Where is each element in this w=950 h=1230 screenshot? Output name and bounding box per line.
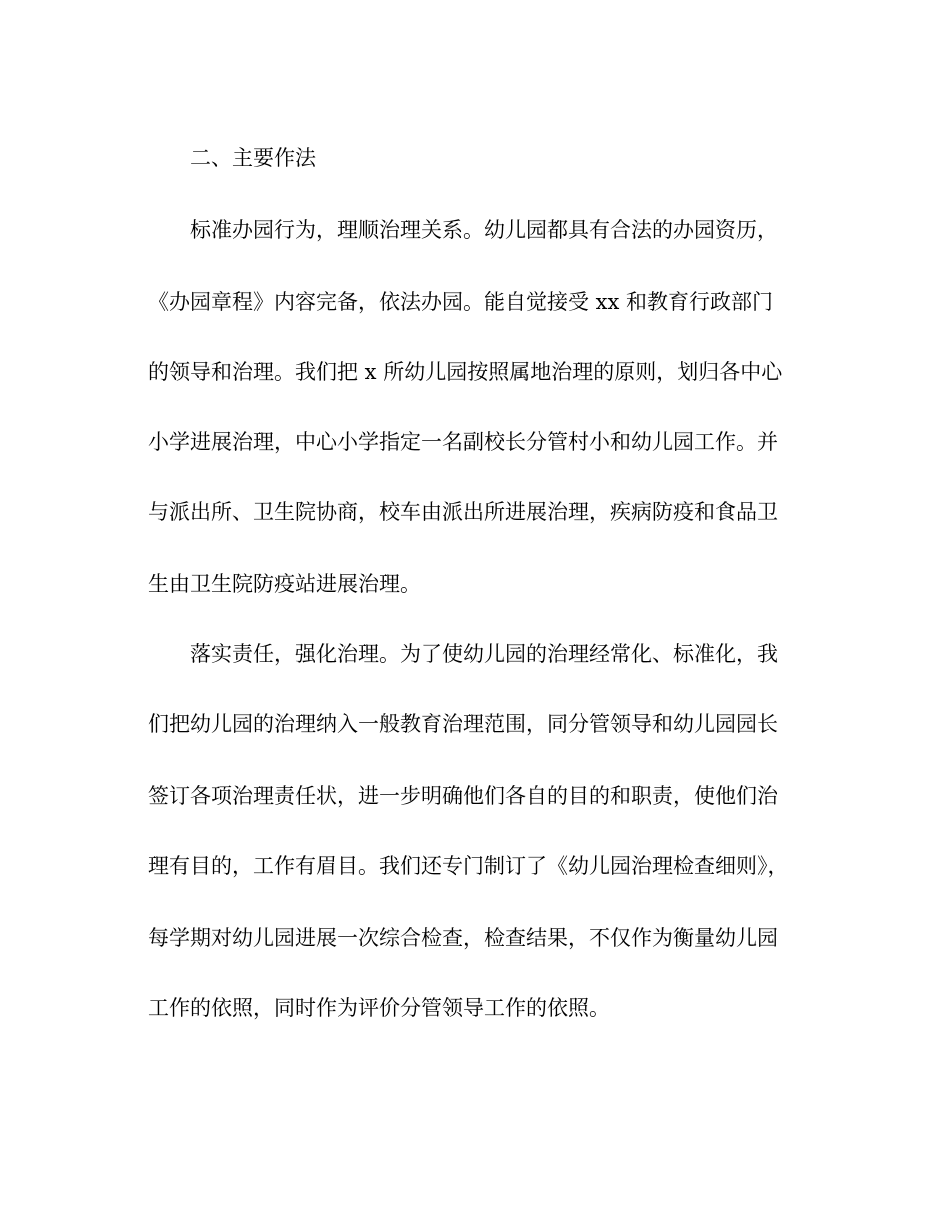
paragraph-2-line-3: 签订各项治理责任状，进一步明确他们各自的目的和职责，使他们治 [148, 784, 778, 808]
paragraph-2-line-2: 们把幼儿园的治理纳入一般教育治理范围，同分管领导和幼儿园园长 [148, 712, 778, 736]
section-heading: 二、主要作法 [190, 146, 316, 170]
paragraph-1-line-1: 标准办园行为，理顺治理关系。幼儿园都具有合法的办园资历， [190, 218, 778, 242]
paragraph-1-line-5: 与派出所、卫生院协商，校车由派出所进展治理，疾病防疫和食品卫 [148, 500, 778, 524]
paragraph-2-line-4: 理有目的，工作有眉目。我们还专门制订了《幼儿园治理检查细则》， [148, 854, 789, 878]
paragraph-2-line-1: 落实责任，强化治理。为了使幼儿园的治理经常化、标准化，我 [190, 642, 778, 666]
paragraph-1-line-4: 小学进展治理，中心小学指定一名副校长分管村小和幼儿园工作。并 [148, 430, 778, 454]
paragraph-2-line-5: 每学期对幼儿园进展一次综合检查，检查结果，不仅作为衡量幼儿园 [148, 926, 778, 950]
paragraph-1-line-3: 的领导和治理。我们把 x 所幼儿园按照属地治理的原则，划归各中心 [148, 360, 783, 384]
paragraph-1-line-2: 《办园章程》内容完备，依法办园。能自觉接受 xx 和教育行政部门 [148, 290, 774, 314]
paragraph-2-line-6: 工作的依照，同时作为评价分管领导工作的依照。 [148, 996, 610, 1020]
paragraph-1-line-6: 生由卫生院防疫站进展治理。 [148, 572, 421, 596]
